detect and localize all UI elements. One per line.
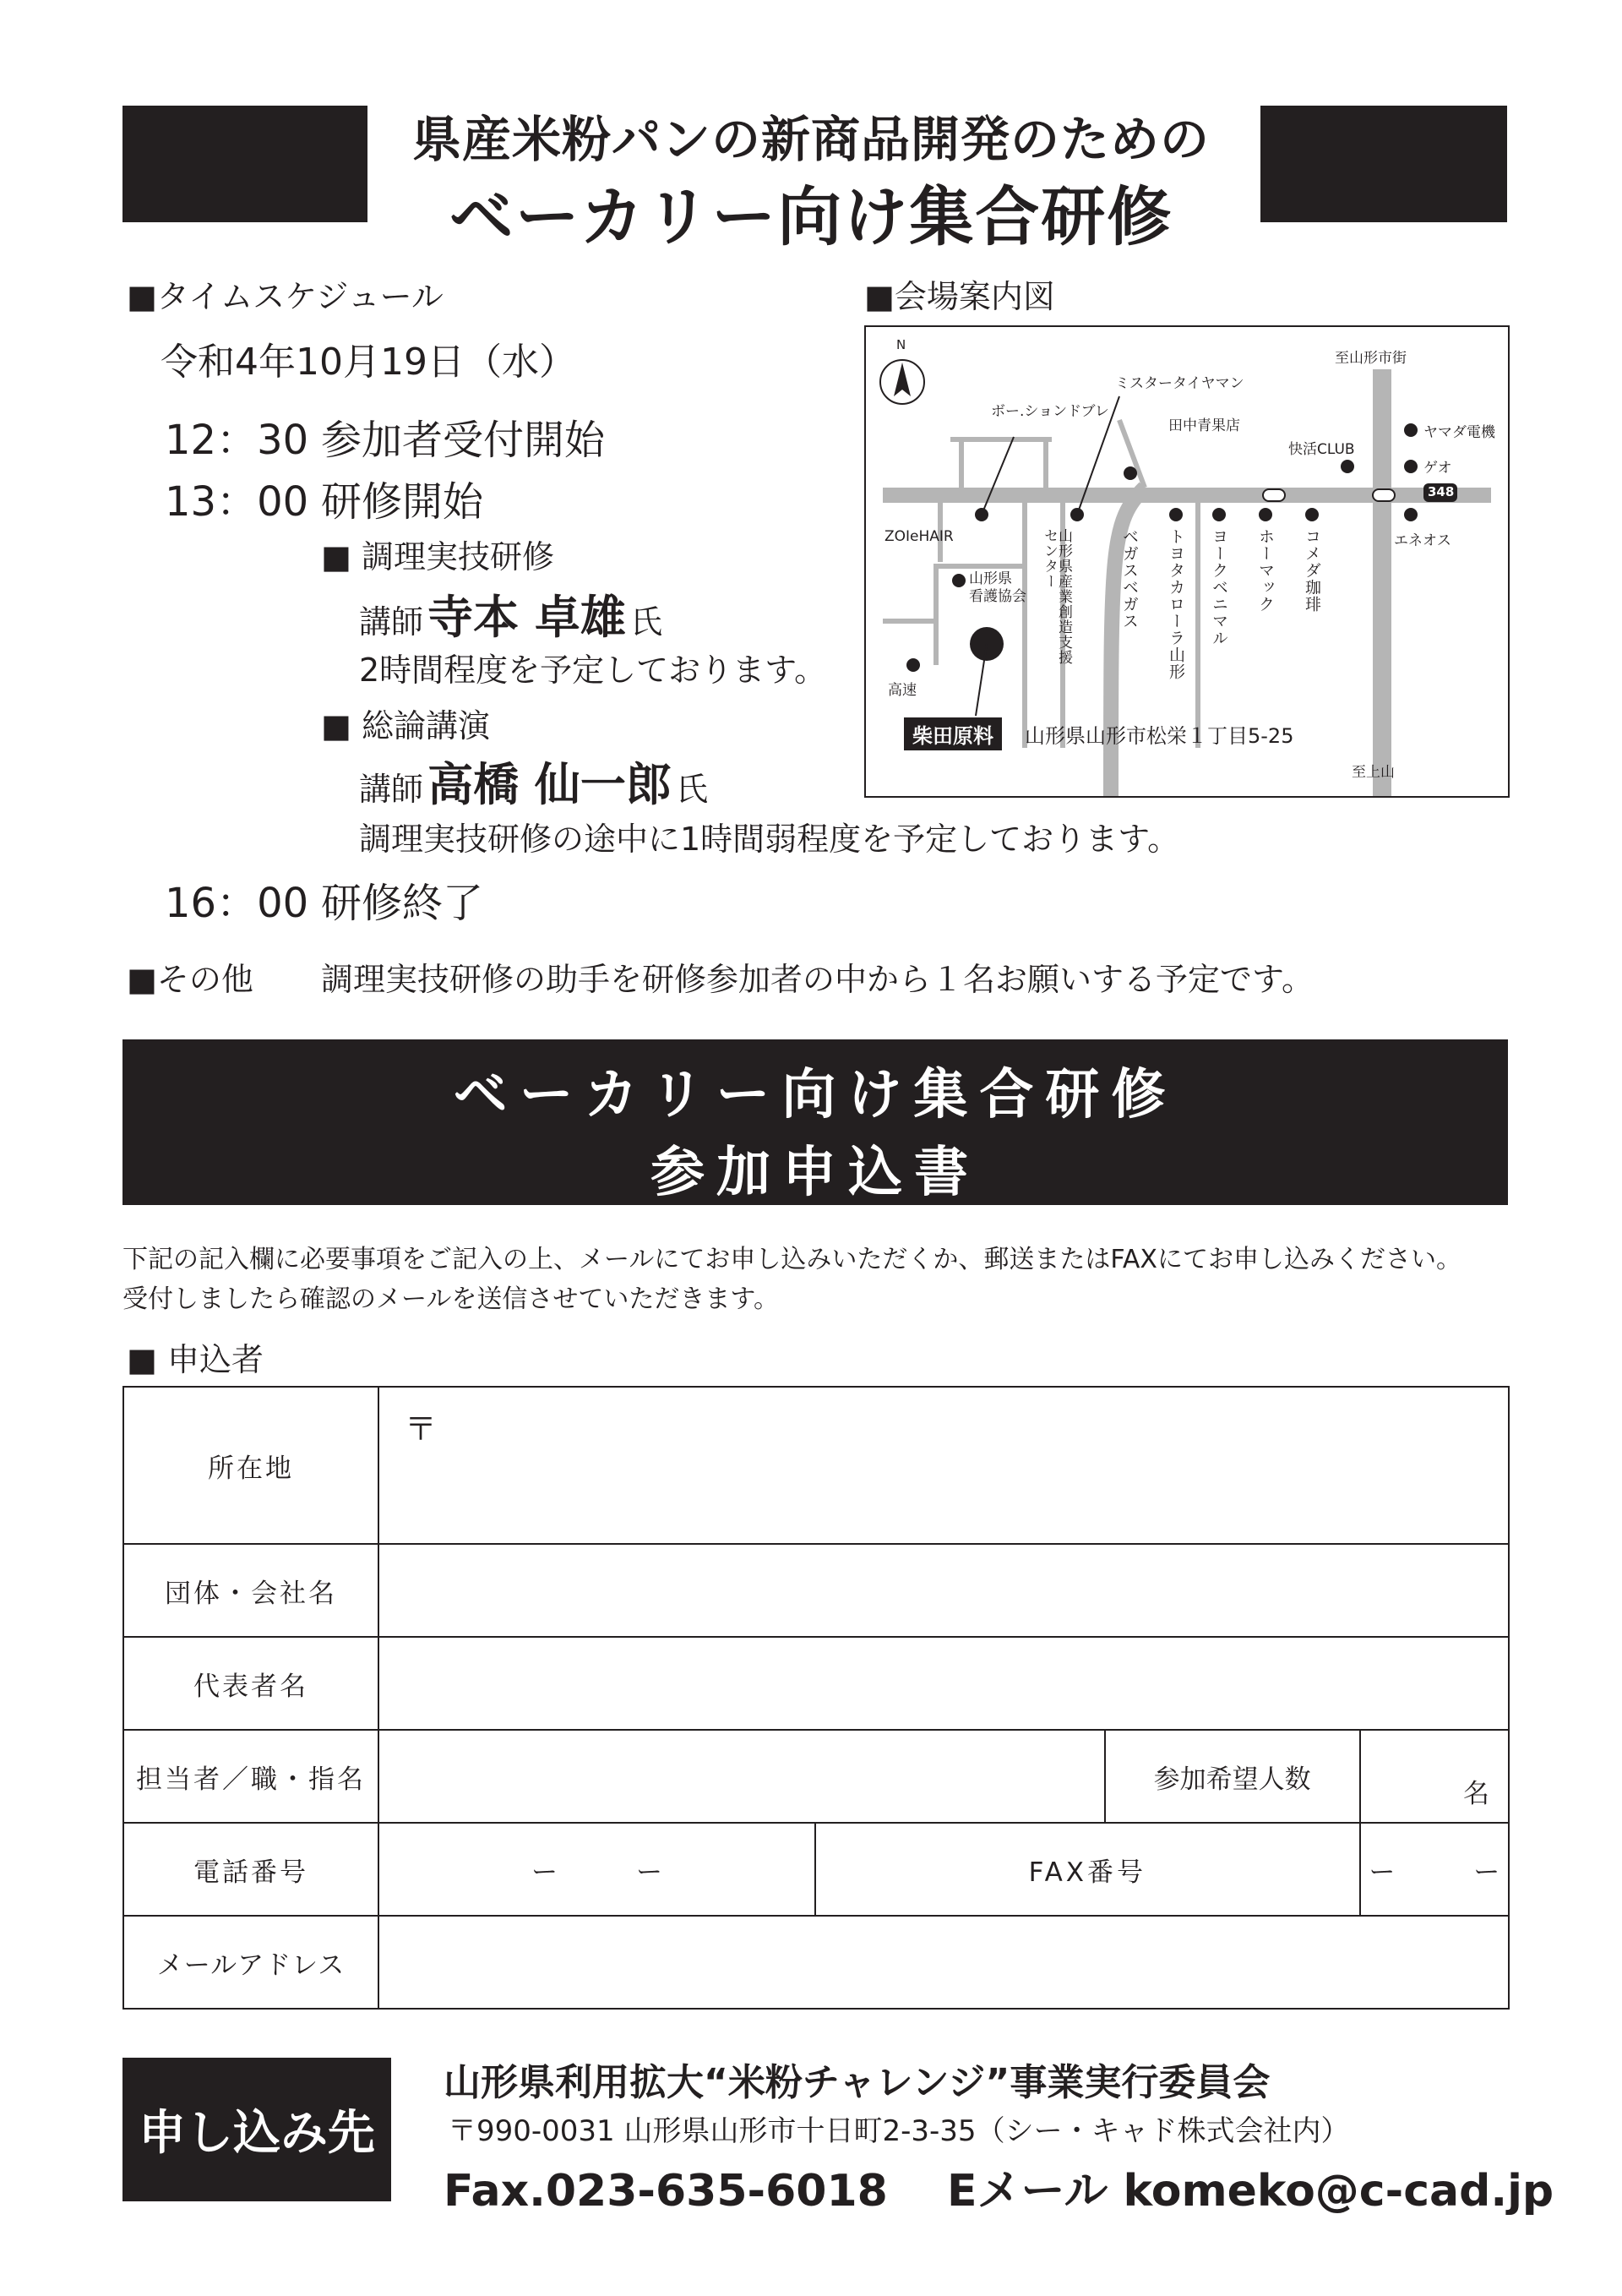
session-2-lecturer xyxy=(359,749,708,814)
applicant-heading: ■ 申込者 xyxy=(127,1341,264,1378)
title-line1: 県産米粉パンの新商品開発のための xyxy=(411,111,1210,168)
count-label: 参加希望人数 xyxy=(1105,1730,1360,1823)
map-vertical-label: ベガスベガス xyxy=(1120,528,1139,630)
session-2-note: 調理実技研修の途中に1時間弱程度を予定しております。 xyxy=(359,821,1180,858)
other-text: 調理実技研修の助手を研修参加者の中から１名お願いする予定です。 xyxy=(321,961,1314,998)
session-1-note: 2時間程度を予定しております。 xyxy=(359,652,827,689)
email-label: メールアドレス xyxy=(123,1916,378,2009)
map-vertical-label: 山形県産業創造支援センター xyxy=(1041,528,1072,665)
schedule-heading: ■タイムスケジュール xyxy=(127,278,444,315)
tanaka-label: 田中青果店 xyxy=(1168,417,1240,434)
nurse-label: 山形県 看護協会 xyxy=(969,570,1026,606)
phone-label: 電話番号 xyxy=(123,1823,378,1916)
time-label-3: 研修終了 xyxy=(321,880,484,927)
footer-org: 山形県利用拡大“米粉チャレンジ”事業実行委員会 xyxy=(444,2061,1271,2104)
lecturer-name: 高橋 仙一郎 xyxy=(427,758,672,811)
time-label-1: 参加者受付開始 xyxy=(321,417,606,464)
eneos-label: エネオス xyxy=(1394,532,1451,549)
mister-label: ミスタータイヤマン xyxy=(1115,375,1244,392)
to-city-label: 至山形市街 xyxy=(1335,350,1407,367)
venue-name: 柴田原料 xyxy=(904,717,1002,750)
lecturer-prefix: 講師 xyxy=(359,603,424,641)
form-banner xyxy=(122,1039,1508,1205)
title-right-bar xyxy=(1260,106,1507,222)
venue-map xyxy=(864,325,1510,798)
application-form xyxy=(122,1386,1510,2010)
title-left-bar xyxy=(122,106,367,222)
geo-label: ゲオ xyxy=(1423,460,1452,477)
session-2-title: ■ 総論講演 xyxy=(321,707,490,744)
route-label: 348 xyxy=(1428,484,1455,499)
email-field[interactable] xyxy=(378,1916,1509,2009)
map-vertical-label: ホーマック xyxy=(1256,528,1275,613)
time-2: 13：00 xyxy=(165,478,309,526)
time-3: 16：00 xyxy=(165,880,309,927)
instruction-line1: 下記の記入欄に必要事項をご記入の上、メールにてお申し込みいただくか、郵送またはFAXにてお申し込みください。 xyxy=(122,1245,1461,1274)
lecturer-suffix: 氏 xyxy=(676,771,709,808)
lecturer-suffix: 氏 xyxy=(630,603,663,641)
count-unit: 名 xyxy=(1463,1779,1489,1809)
lecturer-name: 寺本 卓雄 xyxy=(427,591,626,644)
session-1-title: ■ 調理実技研修 xyxy=(321,538,554,575)
other-label: ■その他 xyxy=(127,961,253,998)
map-vertical-label: ヨークベニマル xyxy=(1210,528,1228,646)
time-1: 12：30 xyxy=(165,417,309,464)
apply-label: 申し込み先 xyxy=(122,2058,391,2201)
rep-field[interactable] xyxy=(378,1637,1509,1730)
to-kaminoyama-label: 至上山 xyxy=(1352,764,1395,781)
map-heading: ■会場案内図 xyxy=(864,278,1055,315)
time-label-2: 研修開始 xyxy=(321,478,484,526)
org-field[interactable] xyxy=(378,1544,1509,1637)
banner-line2: 参加申込書 xyxy=(650,1142,980,1204)
contact-field[interactable] xyxy=(378,1730,1105,1823)
address-label: 所在地 xyxy=(123,1387,378,1544)
highway-label: 高速 xyxy=(888,682,917,699)
address-field[interactable] xyxy=(378,1387,1509,1544)
venue-address: 山形県山形市松栄１丁目5-25 xyxy=(1025,724,1294,748)
fax-field[interactable]: ー ー xyxy=(1360,1823,1509,1916)
phone-field[interactable]: ー ー xyxy=(378,1823,815,1916)
postal-mark: 〒 xyxy=(405,1410,438,1448)
org-label: 団体・会社名 xyxy=(123,1544,378,1637)
count-field[interactable] xyxy=(1360,1730,1509,1823)
kaikatsu-label: 快活CLUB xyxy=(1288,441,1355,458)
zoie-label: ZOIeHAIR xyxy=(884,528,954,545)
fax-label: FAX番号 xyxy=(815,1823,1360,1916)
contact-label: 担当者／職・指名 xyxy=(123,1730,378,1823)
north-label: N xyxy=(896,337,906,352)
yamada-label: ヤマダ電機 xyxy=(1423,424,1495,441)
footer-contact: Fax.023-635-6018 Eメール komeko@c-cad.jp xyxy=(444,2166,1554,2217)
session-1-lecturer xyxy=(359,581,662,646)
lecturer-prefix: 講師 xyxy=(359,771,424,808)
map-vertical-label: コメダ珈琲 xyxy=(1303,528,1321,613)
instruction-line2: 受付しましたら確認のメールを送信させていただきます。 xyxy=(122,1284,779,1314)
banner-line1: ベーカリー向け集合研修 xyxy=(453,1064,1178,1126)
map-vertical-label: トヨタカローラ山形 xyxy=(1167,528,1185,680)
rep-label: 代表者名 xyxy=(123,1637,378,1730)
footer-address: 〒990-0031 山形県山形市十日町2-3-35（シー・キャド株式会社内） xyxy=(448,2114,1350,2148)
bon-label: ボー.ションドブレ xyxy=(991,403,1109,420)
title-line2: ベーカリー向け集合研修 xyxy=(449,179,1173,254)
schedule-date: 令和4年10月19日（水） xyxy=(161,341,576,384)
